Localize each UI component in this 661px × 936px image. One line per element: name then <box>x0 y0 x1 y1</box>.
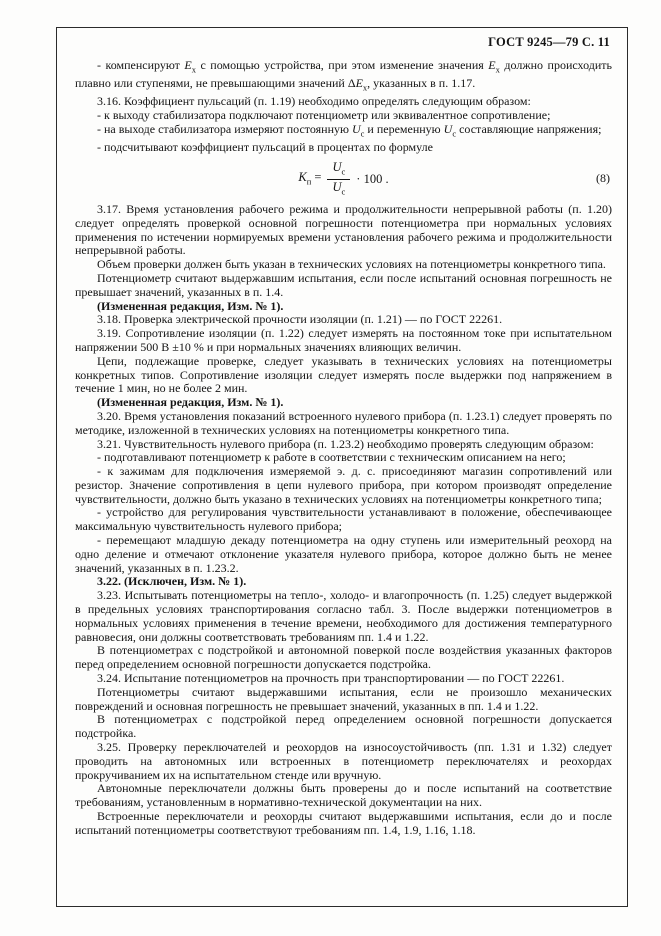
paragraph: 3.25. Проверку переключателей и реохордов на износоустойчивость (пп. 1.31 и 1.32) следует проводить на автономных или встроенных в потенциометр переключателях и реохордах прокручиванием их на испытательном стенде или вручную. <box>75 740 612 782</box>
paragraph: В потенциометрах с подстройкой перед определением основной погрешности допускается подстройка. <box>75 712 612 741</box>
paragraph: Встроенные переключатели и реохорды считают выдержавшими испытания, если до и после испытаний потенциометры соответствуют требованиям пп. 1.4, 1.9, 1.16, 1.18. <box>75 809 612 837</box>
paragraph: 3.16. Коэффициент пульсаций (п. 1.19) необходимо определять следующим образом: <box>97 94 531 109</box>
paragraph: 3.21. Чувствительность нулевого прибора (п. 1.23.2) необходимо проверять следующим образом: <box>97 436 594 451</box>
formula-denominator: $U_с$ <box>332 180 346 197</box>
paragraph: Объем проверки должен быть указан в технических условиях на потенциометры конкретного типа. <box>97 257 606 272</box>
paragraphs-after-formula <box>75 203 612 838</box>
formula <box>298 161 388 199</box>
paragraph: 3.18. Проверка электрической прочности изоляции (п. 1.21) — по ГОСТ 22261. <box>97 312 503 327</box>
formula-block <box>75 155 612 203</box>
paragraph: 3.23. Испытывать потенциометры на тепло-, холодо- и влагопрочность (п. 1.25) следует выдержкой в предельных условиях транспортирования согласно табл. 3. После выдержки потенциометров в нормальных условиях применения в течение времени, необходимого для достижения температурного равновесия, они должны соответствовать требованиям пп. 1.4 и 1.22. <box>75 588 612 644</box>
paragraph: Автономные переключатели должны быть проверены до и после испытаний на соответствие требованиям, установленным в нормативно-технической документации на них. <box>75 781 612 810</box>
formula-fraction <box>327 161 350 199</box>
paragraph: 3.19. Сопротивление изоляции (п. 1.22) следует измерять на постоянном токе при испытательном напряжении 500 В ±10 % и при нормальных значениях влияющих величин. <box>75 326 612 354</box>
formula-rhs: · 100 . <box>356 172 389 187</box>
paragraph: - на выходе стабилизатора измеряют постоянную $U_с$ и переменную $U_с$ составляющие напряжения; <box>97 121 602 139</box>
paragraph: - к зажимам для подключения измеряемой э. д. с. присоединяют магазин сопротивлений или резистор. Значение сопротивления в цепи нулевого прибора, при котором производят определение чувствительности, должно быть указано в технических условиях на потенциометры конкретного типа; <box>75 464 612 506</box>
paragraph: (Измененная редакция, Изм. № 1). <box>97 298 284 313</box>
paragraph: - подготавливают потенциометр к работе в соответствии с техническим описанием на него; <box>97 450 566 465</box>
doc-number: ГОСТ 9245—79 С. 11 <box>488 35 610 49</box>
paragraph: - подсчитывают коэффициент пульсаций в процентах по формуле <box>97 140 433 155</box>
paragraph: - перемещают младшую декаду потенциометра на одну ступень или измерительный реохорд на одно деление и отмечают отклонение указателя нулевого прибора, которое должно быть не менее значений, указанных в п. 1.23.2. <box>75 533 612 575</box>
paragraph: 3.22. (Исключен, Изм. № 1). <box>97 574 247 589</box>
paragraph: Потенциометр считают выдержавшим испытания, если после испытаний основная погрешность не превышает значений, указанных в п. 1.4. <box>75 270 612 299</box>
formula-lhs: $K_п$ = <box>298 169 322 187</box>
equation-number: (8) <box>596 171 610 186</box>
paragraph: 3.17. Время установления рабочего режима и продолжительности непрерывной работы (п. 1.20) следует определять проверкой основной погрешности потенциометра при нормальных условиях применения по истечении нормируемых времени установления рабочего режима и продолжительности непрерывной работы. <box>75 201 612 258</box>
paragraph: В потенциометрах с подстройкой и автономной поверкой после воздействия указанных факторов перед определением основной погрешности допускается подстройка. <box>75 643 612 672</box>
paragraph: - к выходу стабилизатора подключают потенциометр или эквивалентное сопротивление; <box>97 108 551 123</box>
paragraph: (Измененная редакция, Изм. № 1). <box>97 395 284 410</box>
paragraph: - компенсируют $E_х$ с помощью устройства, при этом изменение значения $E_х$ должно происходить плавно или ступенями, не превышающими значений $\Delta E_х$, указанных в п. 1.17. <box>75 58 612 93</box>
paragraph: - устройство для регулирования чувствительности устанавливают в положение, обеспечивающее максимальную чувствительность нулевого прибора; <box>75 505 612 534</box>
paragraph: 3.20. Время установления показаний встроенного нулевого прибора (п. 1.23.1) следует проверять по методике, изложенной в технических условиях на потенциометры конкретного типа. <box>75 408 612 437</box>
formula-numerator: $U_с$ <box>327 161 350 181</box>
paragraph: Потенциометры считают выдержавшими испытания, если не произошло механических повреждений и основная погрешность не превышает значений, указанных в пп. 1.4 и 1.22. <box>75 684 612 713</box>
paragraph: Цепи, подлежащие проверке, следует указывать в технических условиях на потенциометры конкретных типов. Сопротивление изоляции следует измерять после выдержки под напряжением в течение 1 мин, но не более 2 мин. <box>75 353 612 396</box>
document-body <box>75 59 612 838</box>
page-header <box>75 35 612 50</box>
paragraph: 3.24. Испытание потенциометров на прочность при транспортировании — по ГОСТ 22261. <box>97 671 565 686</box>
paragraphs-before-formula <box>75 59 612 155</box>
page-border-frame <box>56 27 628 907</box>
